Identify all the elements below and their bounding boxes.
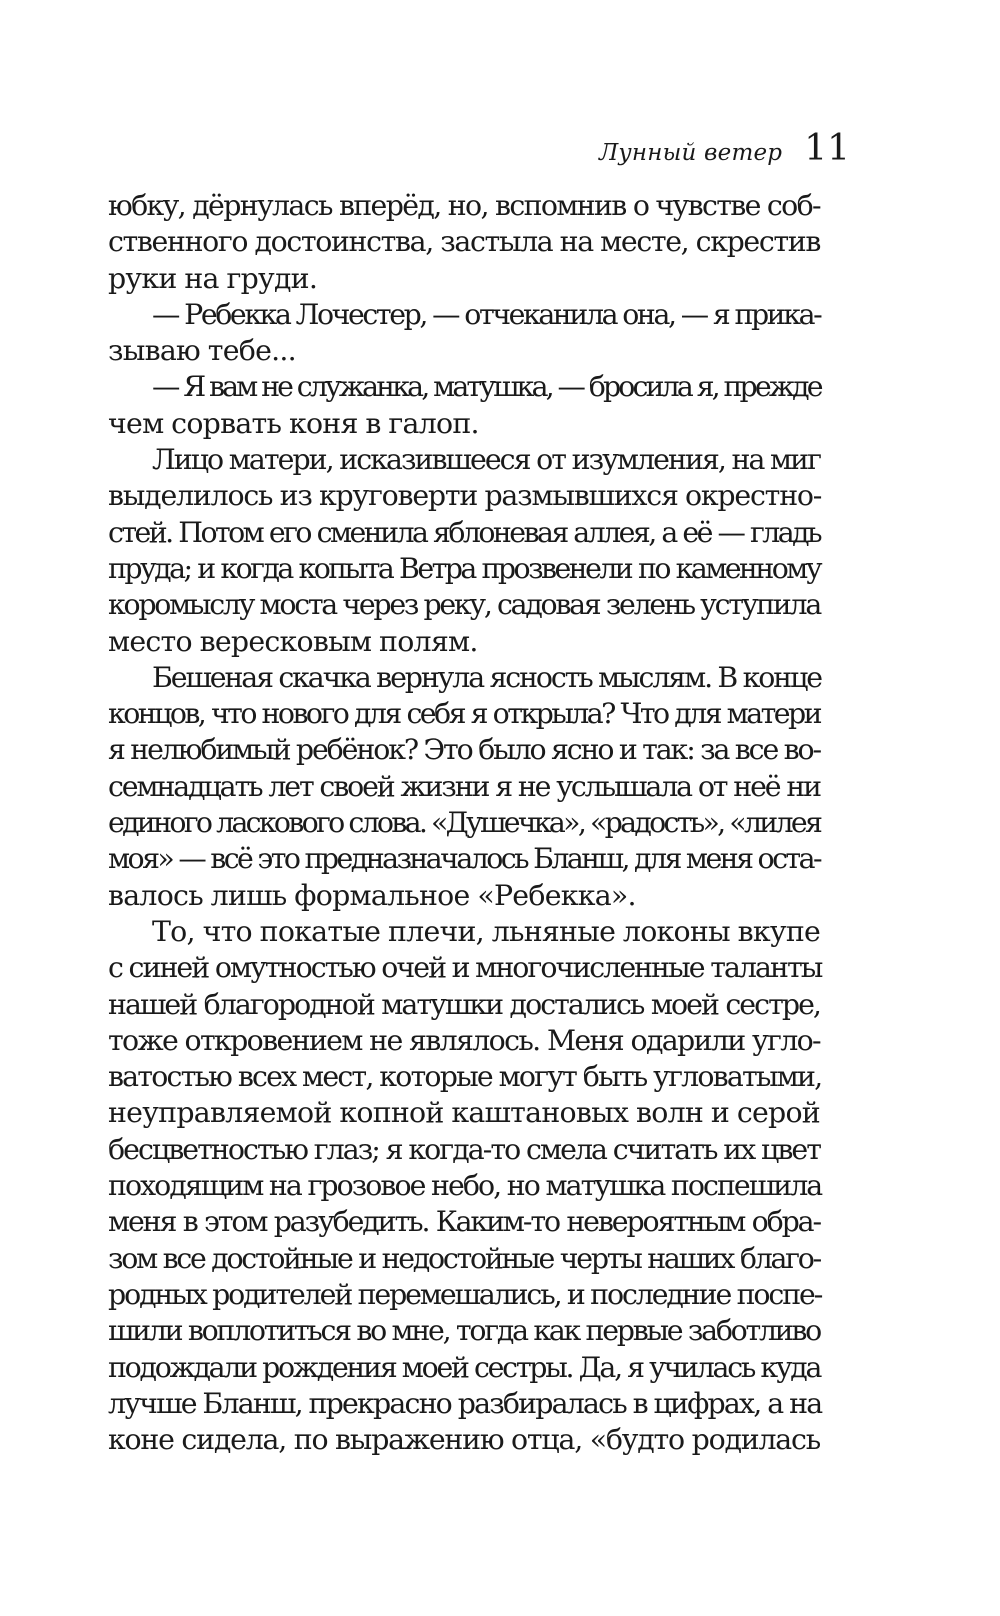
text-line: шили воплотиться во мне, тогда как первые заботливо (108, 1314, 820, 1348)
text-line: чем сорвать коня в галоп. (108, 406, 479, 440)
text-line: единого ласкового слова. «Душечка», «радость», «лилея (108, 806, 821, 840)
text-line: бесцветностью глаз; я когда-то смела считать их цвет (108, 1132, 820, 1166)
text-line: нашей благородной матушки достались моей сестре, (108, 987, 820, 1021)
text-line: неуправляемой копной каштановых волн и серой (108, 1096, 820, 1130)
text-line: семнадцать лет своей жизни я не услышала от неё ни (108, 769, 820, 803)
text-line: коромыслу моста через реку, садовая зелень уступила (108, 588, 820, 622)
text-line: — Я вам не служанка, матушка, — бросила я, прежде (152, 370, 821, 404)
text-line: лучше Бланш, прекрасно разбиралась в цифрах, а на (108, 1386, 822, 1420)
text-line: выделилось из круговерти размывшихся окрестно- (108, 479, 822, 513)
text-line: концов, что нового для себя я открыла? Что для матери (108, 697, 820, 731)
text-line: стей. Потом его сменила яблоневая аллея, а её — гладь (108, 515, 820, 549)
text-line: руки на груди. (108, 261, 318, 295)
running-head (599, 128, 850, 169)
text-line: место вересковым полям. (108, 624, 478, 658)
text-line: зываю тебе... (108, 334, 296, 368)
text-line: с синей омутностью очей и многочисленные таланты (108, 951, 822, 985)
text-line: ватостью всех мест, которые могут быть угловатыми, (108, 1060, 822, 1094)
text-line: То, что покатые плечи, льняные локоны вкупе (152, 914, 821, 948)
text-line: Бешеная скачка вернула ясность мыслям. В конце (152, 660, 821, 694)
text-line: подождали рождения моей сестры. Да, я училась куда (108, 1350, 821, 1384)
running-title: Лунный ветер (598, 140, 783, 166)
text-line: коне сидела, по выражению отца, «будто родилась (108, 1423, 820, 1457)
text-line: зом все достойные и недостойные черты наших благо- (108, 1241, 820, 1275)
text-line: меня в этом разубедить. Каким-то невероятным обра- (108, 1205, 820, 1239)
text-line: походящим на грозовое небо, но матушка поспешила (108, 1169, 822, 1203)
text-line: Лицо матери, исказившееся от изумления, на миг (152, 443, 821, 477)
body-text (108, 188, 820, 1458)
text-line: юбку, дёрнулась вперёд, но, вспомнив о чувстве соб- (108, 189, 820, 222)
text-line: я нелюбимый ребёнок? Это было ясно и так: за все во- (108, 733, 820, 767)
page-number: 11 (804, 128, 850, 169)
text-line: пруда; и когда копыта Ветра прозвенели по каменному (108, 551, 820, 585)
text-line: родных родителей перемешались, и последние поспе- (108, 1277, 822, 1311)
text-line: ственного достоинства, застыла на месте, скрестив (108, 225, 820, 259)
text-line: тоже откровением не являлось. Меня одарили угло- (108, 1023, 820, 1057)
text-line: валось лишь формальное «Ребекка». (108, 878, 636, 912)
text-line: — Ребекка Лочестер, — отчеканила она, — я прика- (152, 297, 821, 331)
text-line: моя» — всё это предназначалось Бланш, для меня оста- (108, 842, 820, 876)
